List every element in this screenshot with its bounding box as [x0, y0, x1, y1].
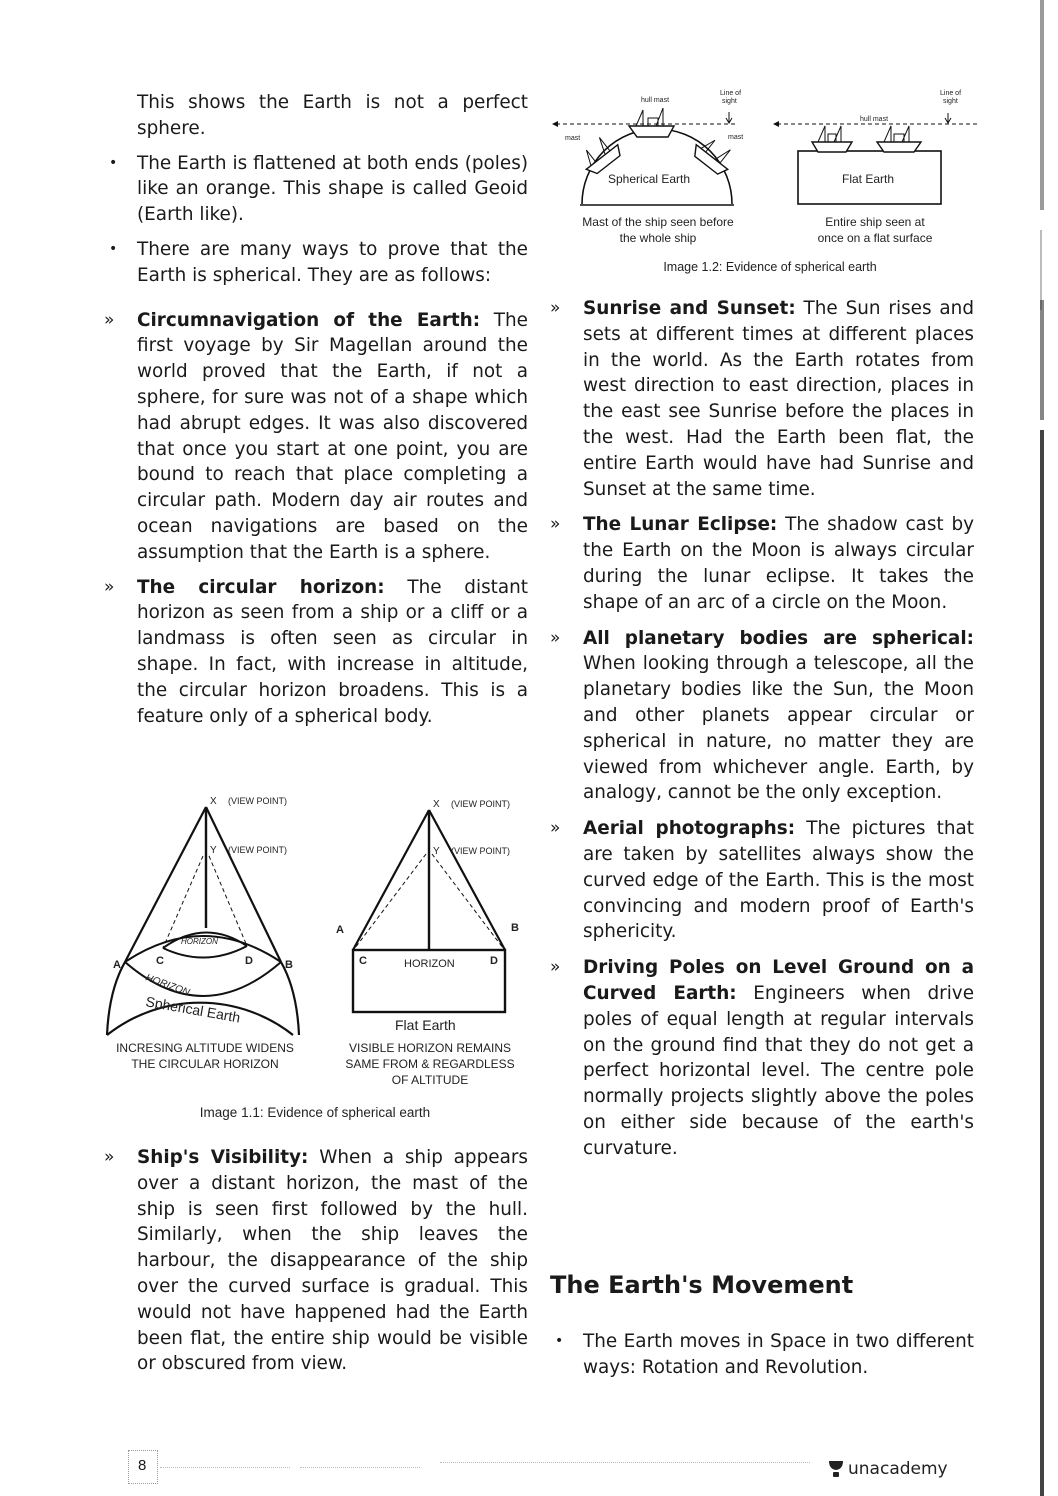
- point-lunar-eclipse: [550, 512, 974, 615]
- hull-mast-label-left: hull mast: [641, 97, 670, 104]
- point-marker: »: [550, 957, 561, 978]
- point-marker: »: [550, 818, 561, 839]
- section-heading: The Earth's Movement: [550, 1271, 854, 1299]
- spherical-earth-ship-label: Spherical Earth: [608, 172, 691, 186]
- footer-divider: [160, 1467, 290, 1468]
- bullet-item: • There are many ways to prove that the Earth is spherical. They are as follows:: [109, 238, 528, 286]
- point-text: The distant horizon as seen from a ship or a cliff or a landmass is often seen as circular in shape. In fact, with increase in altitude, the circular horizon broadens. This is a feature only of a spherical body.: [137, 576, 528, 727]
- point-title: The Lunar Eclipse:: [583, 514, 778, 536]
- line-of-sight-label-right-1: Line of: [940, 90, 962, 97]
- scan-edge: [1028, 0, 1058, 1496]
- flat-earth-ship-label: Flat Earth: [842, 172, 895, 186]
- figure-1-2-caption: Image 1.2: Evidence of spherical earth: [663, 260, 877, 274]
- point-text: When a ship appears over a distant horizon, the mast of the ship is seen first followed by the hull. Similarly, when the ship leaves the harbour, the disappearance of the ship over the curved surface is gradual. This would not have happened had the Earth been flat, the entire ship would be visible or obscured from view.: [137, 1147, 528, 1375]
- figure-1-2: [540, 84, 980, 213]
- spherical-earth-label: Spherical Earth: [144, 993, 242, 1026]
- figure-1-1-right-subcaption: VISIBLE HORIZON REMAINS SAME FROM & REGARDLESS OF ALTITUDE: [345, 1041, 515, 1087]
- point-title: Driving Poles on Level Ground on a Curved Earth:: [583, 957, 974, 1004]
- left-column-top: [104, 90, 528, 729]
- point-title: The circular horizon:: [137, 576, 385, 598]
- spherical-ship-diagram: [552, 90, 743, 205]
- figure-1-1: [95, 790, 535, 1054]
- flat-label-a: A: [336, 924, 344, 936]
- figure-1-2-svg: [540, 84, 980, 209]
- point-title: Circumnavigation of the Earth:: [137, 309, 481, 331]
- flat-ship-diagram: [773, 90, 980, 204]
- line-of-sight-label-right-2: sight: [943, 98, 958, 105]
- flat-label-x: X: [433, 799, 440, 810]
- ship-top-mast: [636, 108, 663, 126]
- point-text: The Sun rises and sets at different times at different places in the world. As the Earth rotates from west direction to east direction, places in the east see Sunrise before the places in the west. Had the Earth been flat, the entire Earth would have had Sunrise and Sunset at the same time.: [583, 298, 974, 500]
- label-x-note: (VIEW POINT): [228, 796, 287, 806]
- flat-ship-2-hull: [877, 142, 921, 152]
- point-title: Aerial photographs:: [583, 818, 796, 840]
- point-driving-poles: [550, 955, 974, 1161]
- point-marker: »: [104, 1147, 115, 1167]
- label-y: Y: [210, 845, 217, 856]
- inner-horizon-label: HORIZON: [181, 937, 218, 946]
- flat-sight-yc: [355, 854, 426, 948]
- figure-1-1-left-subcaption: INCRESING ALTITUDE WIDENS THE CIRCULAR HORIZON: [116, 1041, 294, 1071]
- point-marker: »: [550, 514, 561, 535]
- mast-label-left: mast: [565, 135, 581, 142]
- bullet-marker: •: [109, 154, 118, 171]
- flat-horizon-label: HORIZON: [404, 958, 455, 970]
- line-of-sight-label-left-1: Line of: [720, 90, 742, 97]
- footer-divider: [300, 1467, 420, 1468]
- spherical-horizon-diagram: [107, 796, 299, 1035]
- section-body: [550, 1329, 974, 1381]
- figure-1-1-caption: Image 1.1: Evidence of spherical earth: [199, 1105, 431, 1120]
- outer-horizon-label: HORIZON: [143, 972, 192, 999]
- sight-arrow-right: [773, 121, 779, 127]
- flat-label-d: D: [490, 955, 498, 967]
- figure-1-2-right-subcaption: Entire ship seen at once on a flat surface: [817, 215, 933, 245]
- intro-continuation: This shows the Earth is not a perfect sphere.: [137, 92, 528, 139]
- label-x: X: [210, 796, 217, 807]
- point-marker: »: [550, 298, 561, 318]
- left-column-bottom: [104, 1145, 528, 1377]
- point-ships-visibility: [104, 1145, 528, 1377]
- point-marker: »: [104, 309, 115, 330]
- point-aerial-photographs: [550, 816, 974, 945]
- label-y-note: (VIEW POINT): [228, 845, 287, 855]
- flat-sight-xb: [429, 810, 505, 950]
- inner-horizon-bottom: [163, 946, 247, 958]
- flat-ship-1-hull: [812, 142, 852, 152]
- flat-earth-label: Flat Earth: [395, 1017, 456, 1033]
- point-title: All planetary bodies are spherical:: [583, 627, 974, 649]
- flat-label-x-note: (VIEW POINT): [451, 799, 510, 809]
- point-sunrise-sunset: [550, 296, 974, 502]
- figure-1-2-left-subcaption: Mast of the ship seen before the whole ship: [582, 215, 734, 245]
- point-title: Ship's Visibility:: [137, 1147, 309, 1168]
- point-marker: »: [550, 627, 561, 648]
- point-text: Engineers when drive poles of equal length at regular intervals on the ground find that they do not get a perfect horizontal level. The centre pole normally projects slightly above the poles on either side because of the earth's curvature.: [583, 982, 975, 1159]
- flat-sight-yd: [432, 854, 503, 948]
- mast-label-right: mast: [728, 134, 744, 141]
- label-b: B: [285, 959, 293, 971]
- ship-top-hull: [629, 126, 674, 137]
- point-text: The pictures that are taken by satellites always show the curved edge of the Earth. This is the most convincing and modern proof of Earth's sphericity.: [583, 818, 974, 943]
- point-title: Sunrise and Sunset:: [583, 298, 796, 319]
- flat-label-y-note: (VIEW POINT): [451, 846, 510, 856]
- right-column: [550, 296, 974, 1162]
- figure-1-1-svg: [95, 790, 535, 1050]
- point-text: The first voyage by Sir Magellan around the world proved that the Earth, if not a sphere, for sure was not of a shape which had abrupt edges. It was also discovered that once you start at one point, you are bound to reach that place completing a circular path. Modern day air routes and ocean navigations are based on the assumption that the Earth is a sphere.: [137, 309, 528, 563]
- bullet-item: • The Earth moves in Space in two different ways: Rotation and Revolution.: [555, 1331, 974, 1378]
- label-d: D: [245, 955, 253, 967]
- flat-ship-1-mast: [818, 126, 841, 142]
- flat-horizon-diagram: [336, 799, 519, 1033]
- flat-label-c: C: [359, 955, 367, 967]
- flat-label-y: Y: [433, 846, 440, 857]
- point-circular-horizon: [104, 575, 528, 730]
- unacademy-logo-icon: [828, 1460, 844, 1478]
- bullet-item: • The Earth is flattened at both ends (poles) like an orange. This shape is called Geoid (Earth like).: [109, 152, 528, 226]
- bullet-marker: •: [555, 1333, 564, 1349]
- earth-curve-right: [281, 962, 299, 1035]
- point-text: The shadow cast by the Earth on the Moon is always circular during the lunar eclipse. It takes the shape of an arc of a circle on the Moon.: [583, 514, 974, 613]
- sight-arrow-left: [552, 121, 558, 127]
- brand-name: unacademy: [848, 1459, 948, 1479]
- line-of-sight-label-left-2: sight: [722, 98, 737, 105]
- point-planetary-bodies: [550, 626, 974, 807]
- flat-ship-2-mast: [884, 126, 909, 142]
- flat-label-b: B: [511, 922, 519, 934]
- flat-sight-xa: [353, 810, 429, 950]
- point-text: When looking through a telescope, all the planetary bodies like the Sun, the Moon and other planets appear circular or spherical in nature, no matter they are viewed from whichever angle. Earth, by analogy, cannot be the only exception.: [583, 653, 974, 804]
- point-circumnavigation: [104, 308, 528, 566]
- label-a: A: [113, 959, 121, 971]
- brand-logo: [828, 1459, 948, 1479]
- footer-divider: [440, 1462, 810, 1463]
- point-marker: »: [104, 576, 115, 597]
- bullet-marker: •: [109, 240, 118, 257]
- page-number: 8: [138, 1457, 147, 1474]
- label-c: C: [156, 955, 164, 967]
- hull-mast-label-right: hull mast: [860, 116, 889, 123]
